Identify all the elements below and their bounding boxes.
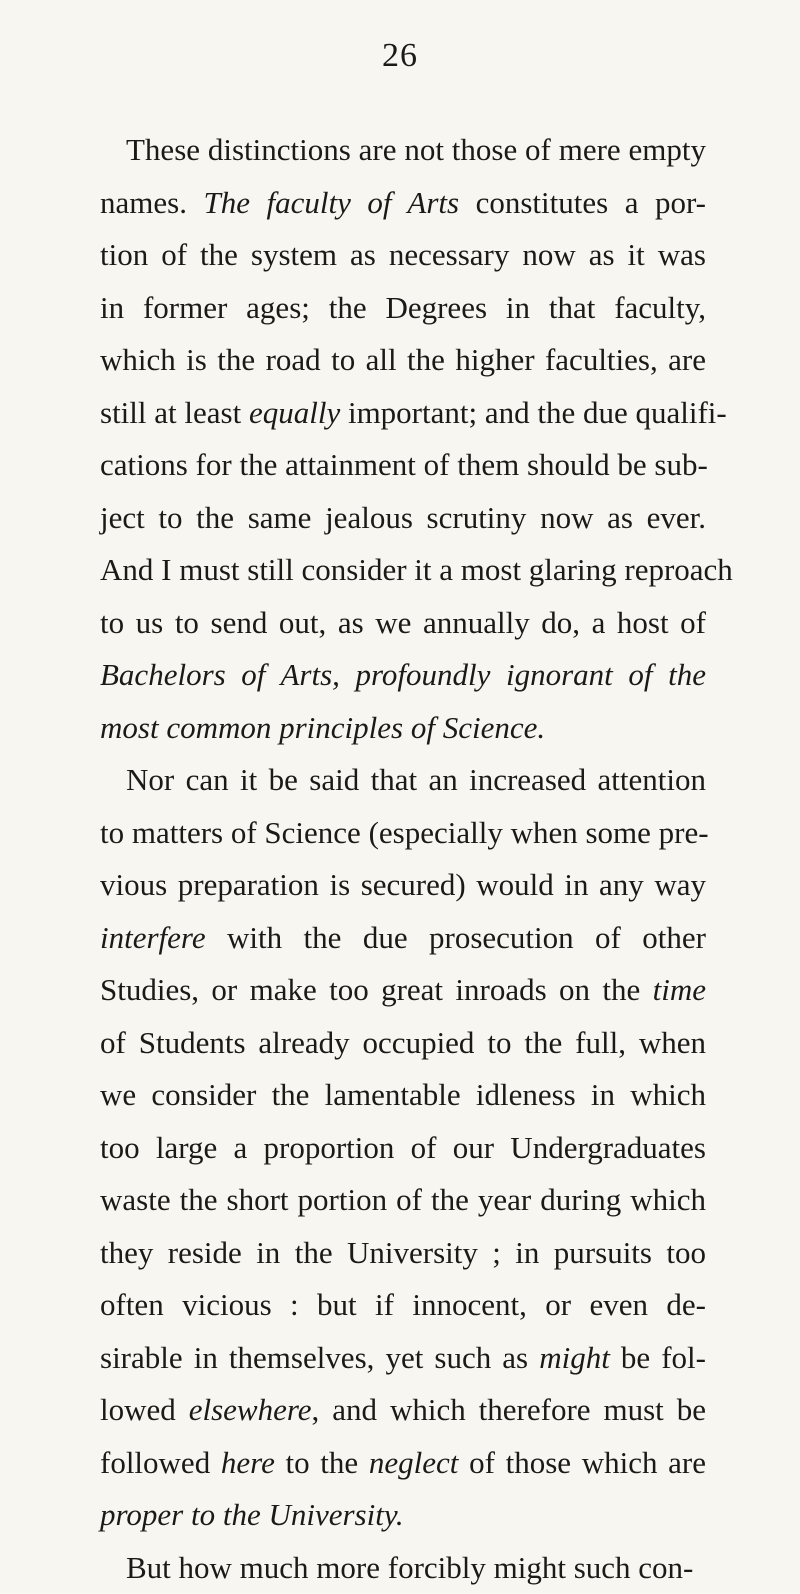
text-run: cations for the attainment of them should be sub- [100, 447, 708, 482]
italic-text-run: proper to the University. [100, 1497, 404, 1532]
text-line [100, 1384, 706, 1437]
italic-text-run: interfere [100, 920, 206, 955]
text-line [100, 1332, 706, 1385]
text-line [100, 1542, 706, 1594]
text-run: followed [100, 1445, 221, 1480]
text-line [100, 334, 706, 387]
text-line [100, 387, 706, 440]
italic-text-run: neglect [369, 1445, 459, 1480]
text-line [100, 282, 706, 335]
text-run: These distinctions are not those of mere empty [126, 132, 706, 167]
text-run: we consider the lamentable idleness in which [100, 1077, 706, 1112]
text-run: waste the short portion of the year during which [100, 1182, 706, 1217]
text-run: constitutes a por- [459, 185, 706, 220]
text-line [100, 649, 706, 702]
text-run: still at least [100, 395, 249, 430]
text-line [100, 1069, 706, 1122]
text-line [100, 544, 706, 597]
body-text [100, 124, 706, 1594]
text-line [100, 912, 706, 965]
text-line [100, 177, 706, 230]
text-run: which is the road to all the higher faculties, are [100, 342, 706, 377]
text-run: they reside in the University ; in pursuits too [100, 1235, 706, 1270]
text-run: sirable in themselves, yet such as [100, 1340, 539, 1375]
text-run: to us to send out, as we annually do, a host of [100, 605, 706, 640]
text-line [100, 1279, 706, 1332]
text-run: ject to the same jealous scrutiny now as ever. [100, 500, 706, 535]
text-run: too large a proportion of our Undergraduates [100, 1130, 706, 1165]
text-run: of those which are [458, 1445, 706, 1480]
italic-text-run: here [221, 1445, 275, 1480]
text-run: to the [275, 1445, 369, 1480]
text-line [100, 859, 706, 912]
text-line [100, 1122, 706, 1175]
text-line [100, 1174, 706, 1227]
text-run: with the due prosecution of other [206, 920, 706, 955]
text-run: tion of the system as necessary now as it was [100, 237, 706, 272]
text-run: often vicious : but if innocent, or even de- [100, 1287, 706, 1322]
italic-text-run: most common principles of Science. [100, 710, 545, 745]
text-line [100, 754, 706, 807]
italic-text-run: Bachelors of Arts, profoundly ignorant of the [100, 657, 706, 692]
page-number: 26 [0, 36, 800, 76]
text-line [100, 1227, 706, 1280]
italic-text-run: The faculty of Arts [203, 185, 459, 220]
text-line [100, 964, 706, 1017]
text-line [100, 229, 706, 282]
text-run: important; and the due qualifi- [340, 395, 727, 430]
text-run: , and which therefore must be [312, 1392, 706, 1427]
text-run: in former ages; the Degrees in that faculty, [100, 290, 706, 325]
text-run: be fol- [610, 1340, 706, 1375]
text-line [100, 492, 706, 545]
text-run: to matters of Science (especially when some pre- [100, 815, 709, 850]
text-run: vious preparation is secured) would in any way [100, 867, 706, 902]
text-line [100, 439, 706, 492]
text-line [100, 597, 706, 650]
text-line [100, 124, 706, 177]
italic-text-run: equally [249, 395, 340, 430]
italic-text-run: elsewhere [189, 1392, 312, 1427]
italic-text-run: might [539, 1340, 610, 1375]
text-run: And I must still consider it a most glaring reproach [100, 552, 733, 587]
text-line [100, 702, 706, 755]
text-run: of Students already occupied to the full, when [100, 1025, 706, 1060]
text-line [100, 807, 706, 860]
text-run: But how much more forcibly might such con- [126, 1550, 693, 1585]
text-line [100, 1489, 706, 1542]
text-run: Studies, or make too great inroads on the [100, 972, 653, 1007]
text-line [100, 1017, 706, 1070]
text-run: Nor can it be said that an increased attention [126, 762, 706, 797]
text-run: lowed [100, 1392, 189, 1427]
text-line [100, 1437, 706, 1490]
italic-text-run: time [653, 972, 706, 1007]
text-run: names. [100, 185, 203, 220]
